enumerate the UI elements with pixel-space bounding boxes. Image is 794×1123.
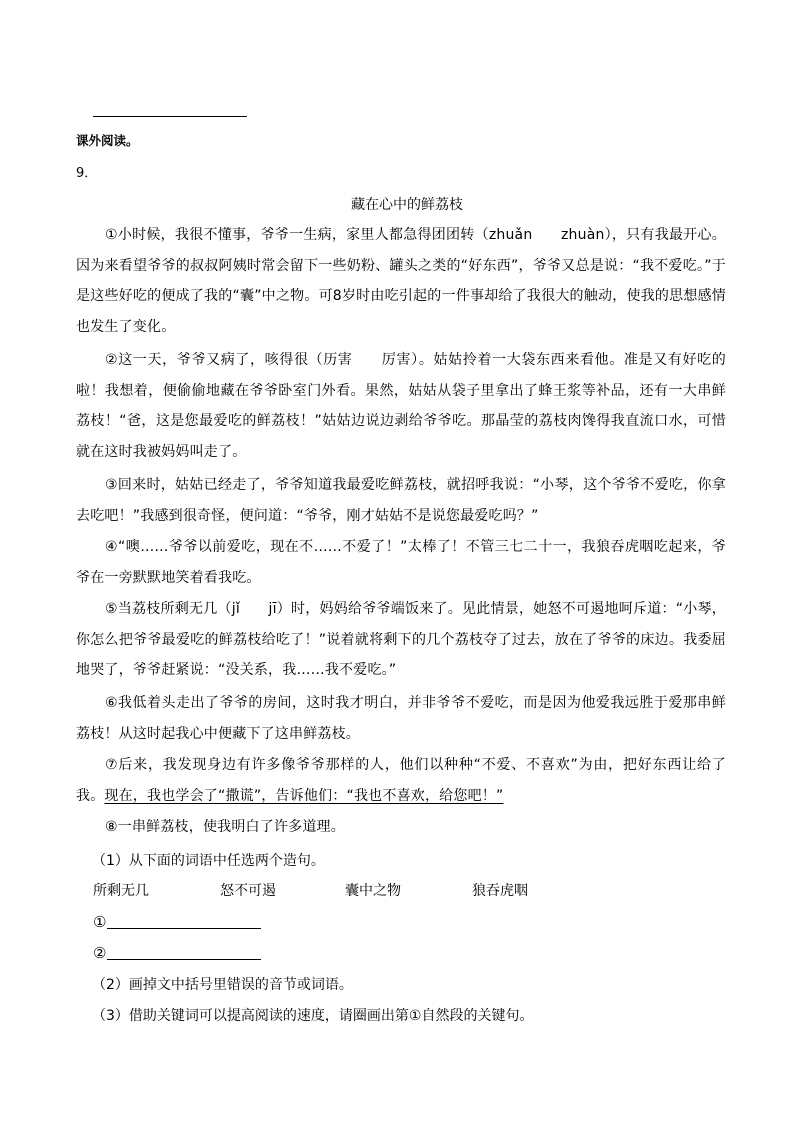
- paragraph-5: ⑤当荔枝所剩无几（jǐ jī）时，妈妈给爷爷端饭来了。见此情景，她怒不可遏地呵斥道：“小琴，你怎么把爷爷最爱吃的鲜荔枝给吃了！”说着就将剩下的几个荔枝夺了过去，放在了爷爷的床边。我委屈地哭了，爷爷赶紧说：“没关系，我……我不爱吃。”: [76, 601, 726, 678]
- answer-row-1-label: ①: [93, 913, 107, 931]
- word-choice-2: 怒不可遏: [220, 883, 276, 899]
- word-choice-1: 所剩无几: [93, 883, 149, 899]
- word-choice-3: 囊中之物: [345, 883, 401, 899]
- question-2: （2）画掉文中括号里错误的音节或词语。: [92, 977, 353, 993]
- article-title: 藏在心中的鲜荔枝: [351, 197, 463, 213]
- paragraph-3: ③回来时，姑姑已经走了，爷爷知道我最爱吃鲜荔枝，就招呼我说：“小琴，这个爷爷不爱吃，你拿去吃吧！”我感到很奇怪，便问道：“爷爷，刚才姑姑不是说您最爱吃吗？”: [76, 477, 726, 524]
- question-1: （1）从下面的词语中任选两个造句。: [92, 853, 325, 869]
- answer-blank-1[interactable]: [107, 914, 261, 929]
- paragraph-6: ⑥我低着头走出了爷爷的房间，这时我才明白，并非爷爷不爱吃，而是因为他爱我远胜于爱那串鲜荔枝！从这时起我心中便藏下了这串鲜荔枝。: [76, 695, 726, 742]
- answer-row-2: [93, 945, 261, 962]
- section-label: 课外阅读。: [76, 133, 139, 148]
- paragraph-1: ①小时候，我很不懂事，爷爷一生病，家里人都急得团团转（zhuǎn zhuàn），只有我最开心。因为来看望爷爷的叔叔阿姨时常会留下一些奶粉、罐头之类的“好东西”，爷爷又总是说：“我不爱吃。”于是这些好吃的便成了我的“囊”中之物。可8岁时由吃引起的一件事却给了我很大的触动，使我的思想感情也发生了变化。: [76, 227, 726, 335]
- paragraph-4: ④“噢……爷爷以前爱吃，现在不……不爱了！”太棒了！不管三七二十一，我狼吞虎咽吃起来，爷爷在一旁默默地笑着看我吃。: [76, 539, 726, 586]
- paragraph-7-underlined-sentence: 现在，我也学会了“撒谎”，告诉他们：“我也不喜欢，给您吧！”: [104, 787, 504, 804]
- answer-row-2-label: ②: [93, 944, 107, 962]
- paragraph-8: ⑧一串鲜荔枝，使我明白了许多道理。: [105, 819, 345, 835]
- paragraph-7-text: ⑦后来，我发现身边有许多像爷爷那样的人，他们以种种“不爱、不喜欢”为由，把好东西让给了我。: [76, 757, 726, 804]
- answer-row-1: [93, 914, 261, 931]
- answer-line-previous: [93, 116, 247, 117]
- paragraph-7: [76, 750, 726, 811]
- word-choice-4: 狼吞虎咽: [472, 883, 528, 899]
- question-number: 9．: [76, 166, 98, 181]
- answer-blank-2[interactable]: [107, 945, 261, 960]
- paragraph-2: ②这一天，爷爷又病了，咳得很（历害 厉害）。姑姑拎着一大袋东西来看他。准是又有好吃的啦！我想着，便偷偷地藏在爷爷卧室门外看。果然，姑姑从袋子里拿出了蜂王浆等补品，还有一大串鲜荔枝！“爸，这是您最爱吃的鲜荔枝！”姑姑边说边剥给爷爷吃。那晶莹的荔枝肉馋得我直流口水，可惜就在这时我被妈妈叫走了。: [76, 352, 726, 460]
- question-3: （3）借助关键词可以提高阅读的速度，请圈画出第①自然段的关键句。: [92, 1008, 534, 1024]
